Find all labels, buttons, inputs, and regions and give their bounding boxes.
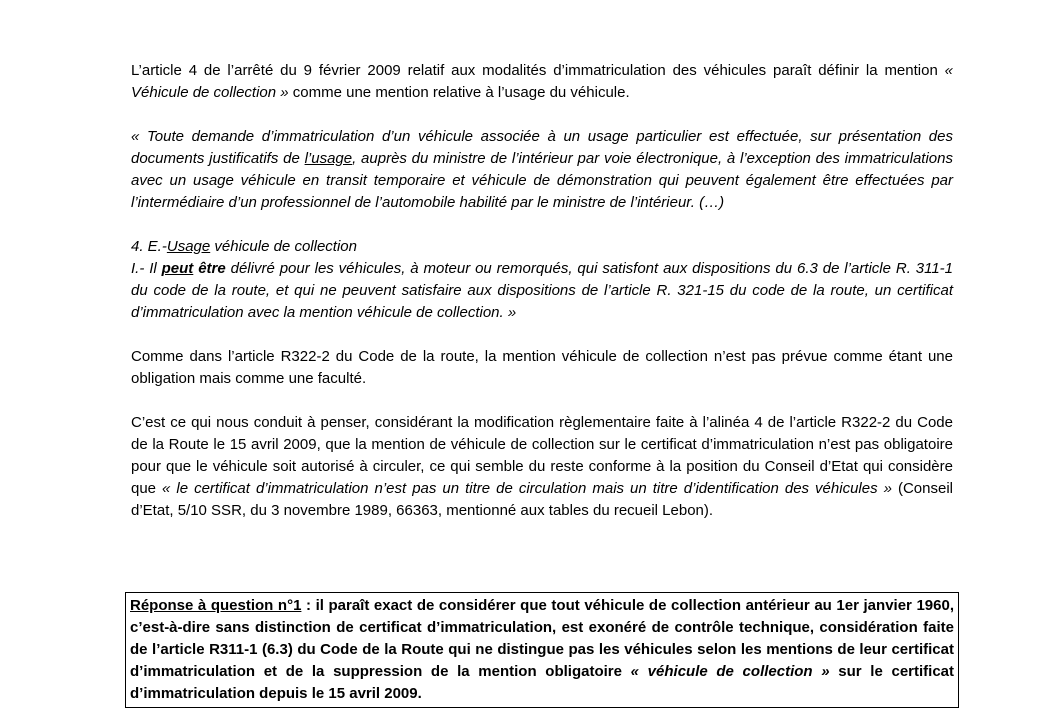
bold-underlined-term: peut [161, 260, 194, 277]
text-segment: : il paraît exact de considérer que tout véhicule de collection antérieur au 1er janvier 1960, c’est-à-dire sans distinction de certificat d’immatriculation, est exonéré de contrôle technique, considération faite de l’article R311-1 (6.3) du Code de la Route qui ne distingue pas les véhicules selon les mentions de leur certificat d’immatriculation et de la suppression de la mention obligatoire [130, 597, 954, 680]
document-body [131, 60, 953, 522]
paragraph-faculty: Comme dans l’article R322-2 du Code de la route, la mention véhicule de collection n’est pas prévue comme étant une obligation mais comme une faculté. [131, 348, 953, 387]
text-segment: « Toute demande d’immatriculation d’un véhicule associée à un usage particulier est effectuée, sur présentation des documents justificatifs de [131, 128, 953, 167]
answer-box [125, 592, 959, 708]
paragraph-conclusion [131, 412, 953, 522]
text-segment: comme une mention relative à l’usage du véhicule. [288, 84, 630, 101]
text-segment: L’article 4 de l’arrêté du 9 février 2009 relatif aux modalités d’immatriculation des véhicules paraît définir la mention [131, 62, 945, 79]
italic-quote: « le certificat d’immatriculation n’est pas un titre de circulation mais un titre d’identification des véhicules » [162, 480, 892, 497]
quote-paragraph-2 [131, 258, 953, 324]
text-segment: délivré pour les véhicules, à moteur ou remorqués, qui satisfont aux dispositions du 6.3 de l’article R. 311-1 du code de la route, et qui ne peuvent satisfaire aux dispositions de l’article R. 321-15 du code de la route, un certificat d’immatriculation avec la mention véhicule de collection. » [131, 260, 954, 321]
quote-heading [131, 236, 953, 258]
italic-term: « Véhicule de collection » [131, 62, 953, 101]
underlined-term: Usage [166, 238, 211, 255]
paragraph-intro [131, 60, 953, 104]
text-segment: , auprès du ministre de l’intérieur par voie électronique, à l’exception des immatriculations avec un usage véhicule en transit temporaire et véhicule de démonstration qui peuvent également être effectuées par l’intermédiaire d’un professionnel de l’automobile habilité par le ministre de l’intérieur. (…) [131, 150, 953, 211]
text-segment: (Conseil d’Etat, 5/10 SSR, du 3 novembre 1989, 66363, mentionné aux tables du recueil Lebon). [131, 480, 953, 519]
italic-term: « véhicule de collection » [630, 663, 830, 680]
bold-term: être [198, 260, 226, 277]
quote-paragraph-1 [131, 126, 953, 214]
text-segment: véhicule de collection [210, 238, 357, 255]
answer-label: Réponse à question n°1 [130, 597, 302, 614]
underlined-term: l’usage [304, 150, 353, 167]
text-segment: sur le certificat d’immatriculation depuis le 15 avril 2009. [130, 663, 954, 702]
text-segment: C’est ce qui nous conduit à penser, considérant la modification règlementaire faite à l’alinéa 4 de l’article R322-2 du Code de la Route le 15 avril 2009, que la mention de véhicule de collection sur le certificat d’immatriculation n’est pas obligatoire pour que le véhicule soit autorisé à circuler, ce qui semble du reste conforme à la position du Conseil d’Etat qui considère que [131, 414, 953, 497]
answer-paragraph [130, 595, 954, 705]
text-segment: 4. E.- [131, 238, 167, 255]
text-segment: I.- Il [131, 260, 162, 277]
